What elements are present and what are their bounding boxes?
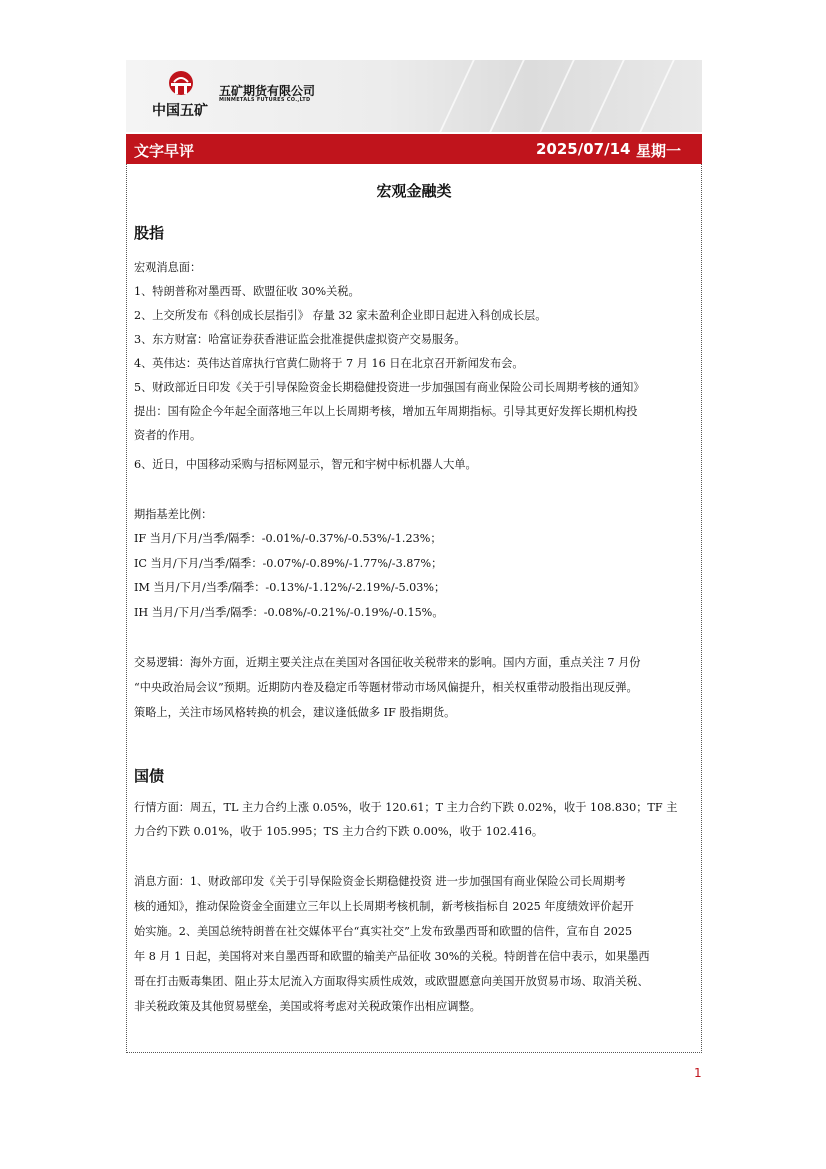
company-name-cn: 五矿期货有限公司: [219, 84, 316, 98]
minmetals-logo-icon: [166, 70, 196, 98]
basis-row: IC 当月/下月/当季/隔季：-0.07%/-0.89%/-1.77%/-3.87%；: [134, 557, 443, 570]
basis-row: IF 当月/下月/当季/隔季：-0.01%/-0.37%/-0.53%/-1.23%；: [134, 532, 442, 545]
report-weekday: 星期一: [636, 142, 682, 160]
news-item: 1、特朗普称对墨西哥、欧盟征收 30%关税。: [134, 285, 360, 298]
bond-news: 年 8 月 1 日起，美国将对来自墨西哥和欧盟的输美产品征收 30%的关税。特朗普在信中表示，如果墨西: [134, 950, 650, 963]
news-item: 6、近日，中国移动采购与招标网显示，智元和宇树中标机器人大单。: [134, 458, 477, 471]
news-item: 5、财政部近日印发《关于引导保险资金长期稳健投资进一步加强国有商业保险公司长周期考核的通知》: [134, 381, 645, 394]
bond-news: 核的通知》，推动保险资金全面建立三年以上长周期考核机制，新考核指标自 2025 年度绩效评价起开: [134, 900, 634, 913]
header-banner: [126, 60, 702, 132]
bond-news: 哥在打击贩毒集团、阻止芬太尼流入方面取得实质性成效，或欧盟愿意向美国开放贸易市场、取消关税、: [134, 975, 649, 988]
company-name-en: MINMETALS FUTURES CO.,LTD: [219, 97, 311, 103]
news-item: 3、东方财富：哈富证券获香港证监会批准提供虚拟资产交易服务。: [134, 333, 466, 346]
page-number: 1: [694, 1066, 702, 1080]
logo-text: 中国五矿: [152, 103, 208, 119]
basis-row: IM 当月/下月/当季/隔季：-0.13%/-1.12%/-2.19%/-5.03%；: [134, 581, 446, 594]
bond-market: 行情方面：周五，TL 主力合约上涨 0.05%，收于 120.61；T 主力合约下跌 0.02%，收于 108.830；TF 主: [134, 801, 678, 814]
bond-news: 始实施。2、美国总统特朗普在社交媒体平台“真实社交”上发布致墨西哥和欧盟的信件，宣布自 2025: [134, 925, 633, 938]
news-item: 资者的作用。: [134, 429, 202, 442]
bond-news: 非关税政策及其他贸易壁垒，美国或将考虑对关税政策作出相应调整。: [134, 1000, 481, 1013]
trading-logic: “中央政治局会议”预期。近期防内卷及稳定币等题材带动市场风偏提升，相关权重带动股指出现反弹。: [134, 681, 638, 694]
trading-logic: 交易逻辑：海外方面，近期主要关注点在美国对各国征收关税带来的影响。国内方面，重点关注 7 月份: [134, 656, 641, 669]
report-date: 2025/07/14: [536, 140, 631, 158]
news-label: 宏观消息面：: [134, 261, 202, 274]
basis-label: 期指基差比例：: [134, 508, 213, 521]
news-item: 4、英伟达：英伟达首席执行官黄仁勋将于 7 月 16 日在北京召开新闻发布会。: [134, 357, 524, 370]
bond-news: 消息方面：1、财政部印发《关于引导保险资金长期稳健投资 进一步加强国有商业保险公司长周期考: [134, 875, 626, 888]
heading-bonds: 国债: [134, 767, 165, 785]
report-title-bar: [126, 134, 702, 164]
section-title: 宏观金融类: [376, 182, 452, 200]
trading-logic: 策略上，关注市场风格转换的机会，建议逢低做多 IF 股指期货。: [134, 706, 456, 719]
basis-row: IH 当月/下月/当季/隔季：-0.08%/-0.21%/-0.19%/-0.15%。: [134, 606, 444, 619]
report-type: 文字早评: [134, 142, 195, 160]
bond-market: 力合约下跌 0.01%，收于 105.995；TS 主力合约下跌 0.00%，收于 102.416。: [134, 825, 544, 838]
news-item: 提出：国有险企今年起全面落地三年以上长周期考核，增加五年周期指标。引导其更好发挥长期机构投: [134, 405, 638, 418]
news-item: 2、上交所发布《科创成长层指引》 存量 32 家未盈利企业即日起进入科创成长层。: [134, 309, 547, 322]
heading-stock-index: 股指: [134, 224, 165, 242]
